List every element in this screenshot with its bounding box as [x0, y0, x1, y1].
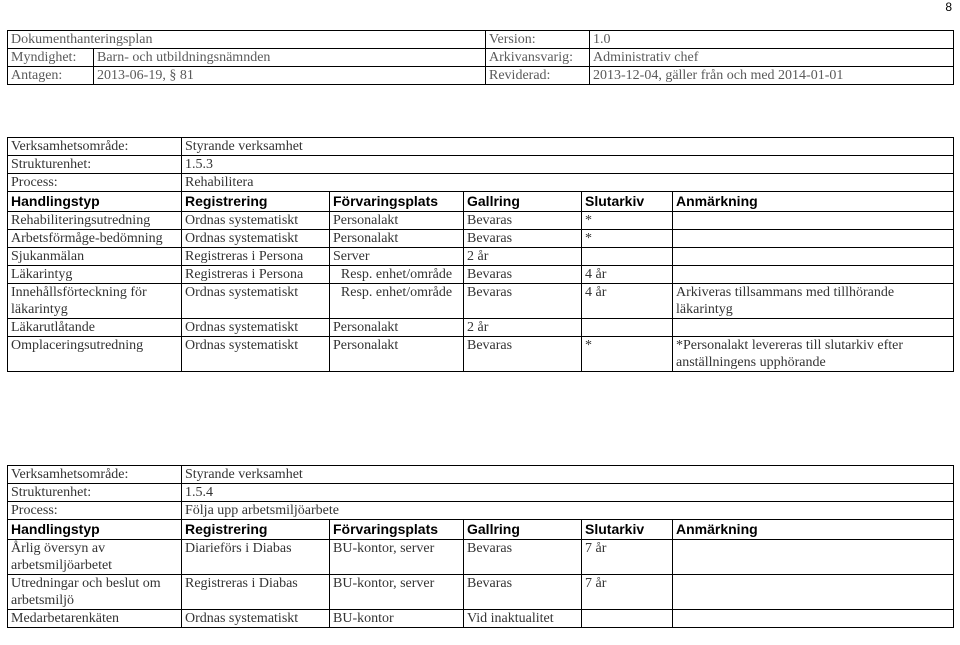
cell [673, 266, 954, 284]
cell: Ordnas systematiskt [182, 319, 330, 337]
table-row [8, 248, 954, 266]
col-forvaringsplats: Förvaringsplats [330, 520, 464, 540]
cell: Ordnas systematiskt [182, 610, 330, 628]
cell: Registreras i Diabas [182, 575, 330, 610]
cell: Vid inaktualitet [464, 610, 582, 628]
header-revised-label: Reviderad: [486, 67, 590, 85]
cell [673, 540, 954, 575]
cell: Bevaras [464, 284, 582, 319]
cell: Omplaceringsutredning [8, 337, 182, 372]
cell: Bevaras [464, 337, 582, 372]
cell [673, 575, 954, 610]
cell: Registreras i Persona [182, 266, 330, 284]
process-value: Följa upp arbetsmiljöarbete [182, 502, 954, 520]
header-authority-label: Myndighet: [8, 49, 94, 67]
cell: BU-kontor, server [330, 575, 464, 610]
table-row [8, 337, 954, 372]
cell: * [582, 230, 673, 248]
col-anmarkning: Anmärkning [673, 192, 954, 212]
header-archive-resp-label: Arkivansvarig: [486, 49, 590, 67]
cell: Registreras i Persona [182, 248, 330, 266]
header-version-label: Version: [486, 31, 590, 49]
cell: Resp. enhet/område [330, 266, 464, 284]
cell: * [582, 337, 673, 372]
cell: Bevaras [464, 540, 582, 575]
col-slutarkiv: Slutarkiv [582, 192, 673, 212]
table-row [8, 319, 954, 337]
col-registrering: Registrering [182, 192, 330, 212]
strukturenhet-label: Strukturenhet: [8, 484, 182, 502]
cell: BU-kontor [330, 610, 464, 628]
cell: 7 år [582, 575, 673, 610]
strukturenhet-label: Strukturenhet: [8, 156, 182, 174]
cell: Bevaras [464, 575, 582, 610]
cell: Innehållsförteckning för läkarintyg [8, 284, 182, 319]
cell: Rehabiliteringsutredning [8, 212, 182, 230]
col-gallring: Gallring [464, 520, 582, 540]
cell: Ordnas systematiskt [182, 212, 330, 230]
cell: Ordnas systematiskt [182, 337, 330, 372]
cell: Personalakt [330, 319, 464, 337]
cell: 7 år [582, 540, 673, 575]
cell: 4 år [582, 284, 673, 319]
cell [673, 610, 954, 628]
header-adopted-label: Antagen: [8, 67, 94, 85]
cell [673, 230, 954, 248]
col-forvaringsplats: Förvaringsplats [330, 192, 464, 212]
header-version-value: 1.0 [590, 31, 954, 49]
cell: 4 år [582, 266, 673, 284]
verksamhet-label: Verksamhetsområde: [8, 466, 182, 484]
header-adopted-value: 2013-06-19, § 81 [94, 67, 486, 85]
strukturenhet-value: 1.5.3 [182, 156, 954, 174]
page-number: 8 [945, 0, 952, 14]
section-2-table [7, 465, 954, 628]
cell: Personalakt [330, 230, 464, 248]
header-revised-value: 2013-12-04, gäller från och med 2014-01-01 [590, 67, 954, 85]
cell: Bevaras [464, 266, 582, 284]
process-label: Process: [8, 502, 182, 520]
header-doc-title: Dokumenthanteringsplan [8, 31, 486, 49]
cell: Medarbetarenkäten [8, 610, 182, 628]
cell: 2 år [464, 248, 582, 266]
cell [582, 319, 673, 337]
cell: *Personalakt levereras till slutarkiv efter anställningens upphörande [673, 337, 954, 372]
verksamhet-label: Verksamhetsområde: [8, 138, 182, 156]
cell: Årlig översyn av arbetsmiljöarbetet [8, 540, 182, 575]
process-label: Process: [8, 174, 182, 192]
cell: BU-kontor, server [330, 540, 464, 575]
cell: Personalakt [330, 212, 464, 230]
cell: Arkiveras tillsammans med tillhörande läkarintyg [673, 284, 954, 319]
table-row [8, 266, 954, 284]
table-row [8, 575, 954, 610]
verksamhet-value: Styrande verksamhet [182, 466, 954, 484]
col-gallring: Gallring [464, 192, 582, 212]
cell: Sjukanmälan [8, 248, 182, 266]
table-row [8, 284, 954, 319]
cell: Bevaras [464, 212, 582, 230]
process-value: Rehabilitera [182, 174, 954, 192]
cell [582, 610, 673, 628]
verksamhet-value: Styrande verksamhet [182, 138, 954, 156]
cell: Ordnas systematiskt [182, 284, 330, 319]
cell: Läkarintyg [8, 266, 182, 284]
table-row [8, 540, 954, 575]
cell: 2 år [464, 319, 582, 337]
header-authority-value: Barn- och utbildningsnämnden [94, 49, 486, 67]
cell: Utredningar och beslut om arbetsmiljö [8, 575, 182, 610]
table-row [8, 610, 954, 628]
table-row [8, 230, 954, 248]
cell: Ordnas systematiskt [182, 230, 330, 248]
cell: Diarieförs i Diabas [182, 540, 330, 575]
document-header-table [7, 30, 954, 85]
cell: * [582, 212, 673, 230]
cell [673, 248, 954, 266]
cell [673, 319, 954, 337]
header-archive-resp-value: Administrativ chef [590, 49, 954, 67]
col-handlingstyp: Handlingstyp [8, 520, 182, 540]
col-handlingstyp: Handlingstyp [8, 192, 182, 212]
cell [582, 248, 673, 266]
section-1-table [7, 137, 954, 372]
cell: Bevaras [464, 230, 582, 248]
col-anmarkning: Anmärkning [673, 520, 954, 540]
table-row [8, 212, 954, 230]
col-registrering: Registrering [182, 520, 330, 540]
cell: Läkarutlåtande [8, 319, 182, 337]
cell [673, 212, 954, 230]
cell: Arbetsförmåge-bedömning [8, 230, 182, 248]
cell: Server [330, 248, 464, 266]
cell: Resp. enhet/område [330, 284, 464, 319]
col-slutarkiv: Slutarkiv [582, 520, 673, 540]
cell: Personalakt [330, 337, 464, 372]
strukturenhet-value: 1.5.4 [182, 484, 954, 502]
